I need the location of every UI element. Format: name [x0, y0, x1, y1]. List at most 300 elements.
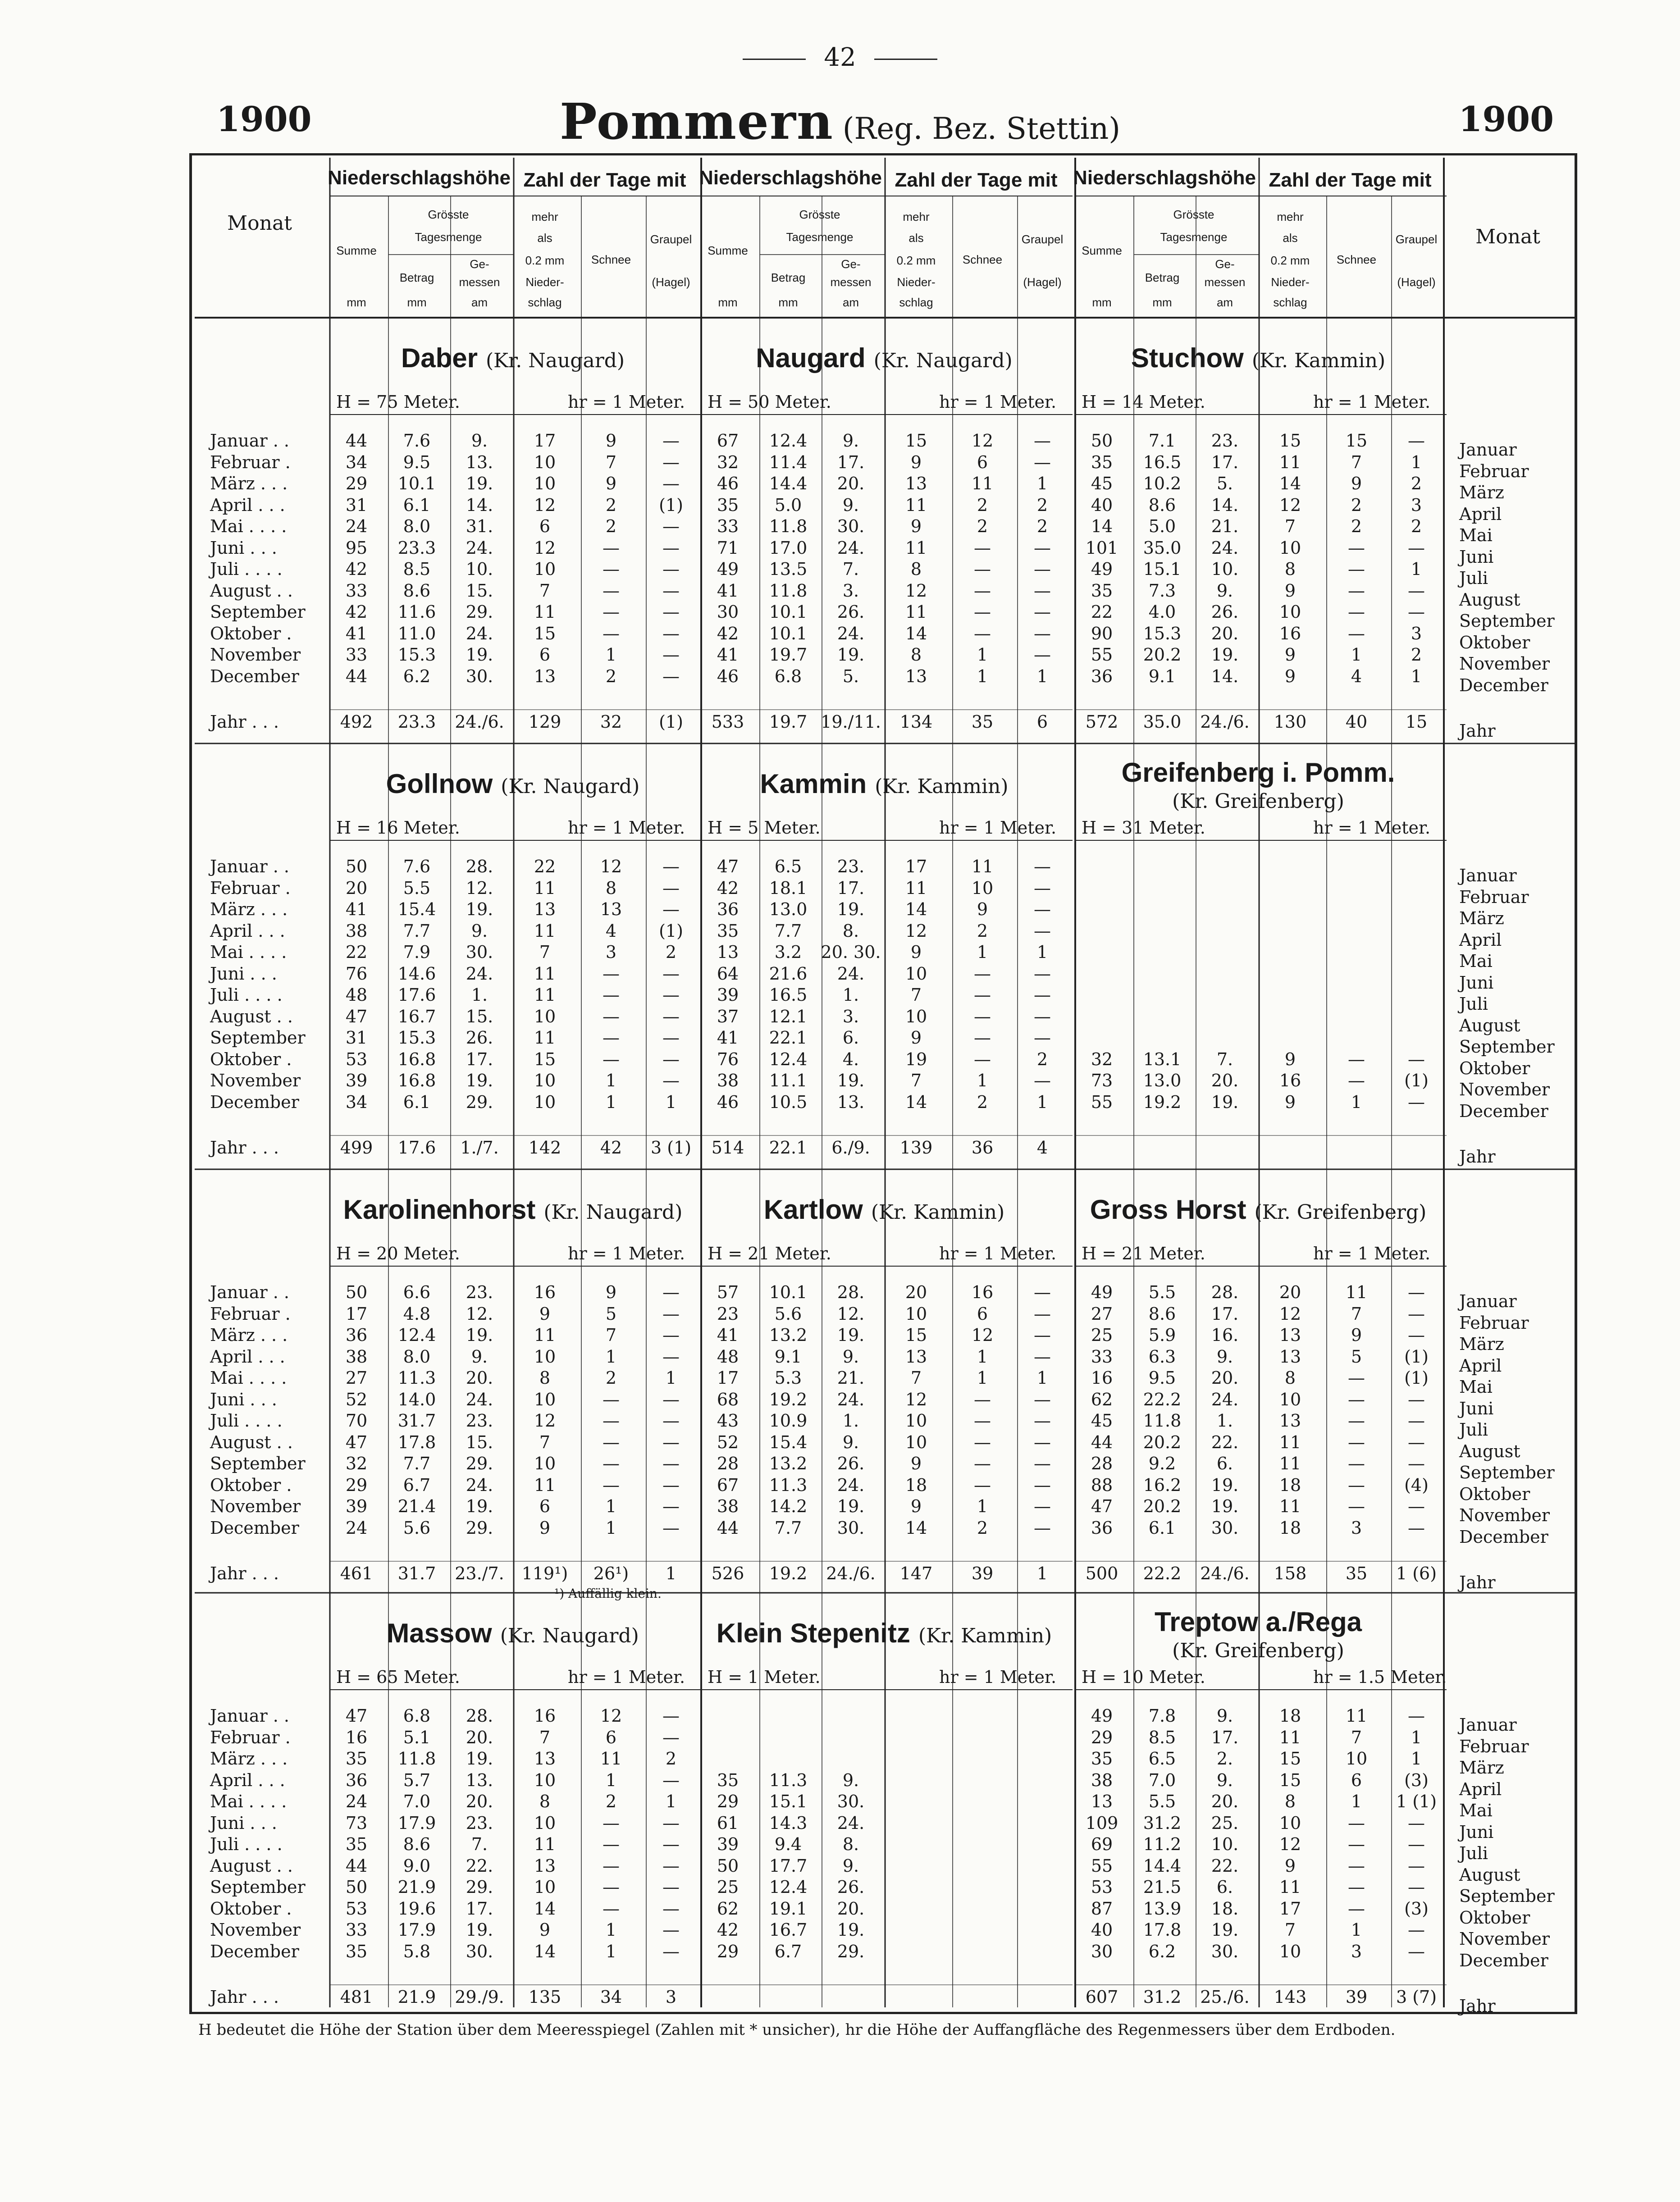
station-name-line [698, 1194, 1070, 1225]
data-cell: (1) [659, 495, 683, 515]
data-cell: 16 [971, 1282, 994, 1302]
data-cell: — [603, 1411, 620, 1431]
station-kreis: (Kr. Naugard) [543, 1201, 683, 1224]
data-cell: 11.3 [769, 1475, 808, 1495]
data-cell: — [662, 1496, 680, 1516]
data-cell: — [1408, 1282, 1425, 1302]
data-cell: 10. [1211, 559, 1239, 579]
jahr-cell: 31.7 [397, 1564, 436, 1583]
month-label-left: August . . [210, 1432, 293, 1452]
data-cell: 6 [605, 1727, 617, 1747]
data-cell: — [1408, 1304, 1425, 1324]
data-cell: 13.1 [1143, 1049, 1182, 1069]
data-cell: — [1034, 1346, 1051, 1367]
data-cell: 2 [977, 921, 988, 941]
data-cell: 11.8 [769, 516, 808, 536]
data-cell: 55 [1091, 645, 1113, 665]
data-cell: 49 [1091, 559, 1113, 579]
jahr-cell: 1 [1036, 1564, 1048, 1583]
station-height: H = 75 Meter. [336, 392, 460, 412]
jahr-cell: 42 [600, 1138, 622, 1158]
data-cell: 12 [534, 1411, 556, 1431]
data-cell: 24. [837, 1389, 865, 1409]
data-cell: 3.2 [774, 942, 802, 962]
data-cell: — [974, 623, 991, 643]
data-cell: 109 [1085, 1813, 1118, 1833]
data-cell: — [662, 1432, 680, 1452]
jahr-cell: 36 [971, 1138, 994, 1158]
data-cell: 2 [605, 1368, 617, 1388]
schnee-header: Schnee [1336, 253, 1377, 266]
data-cell: 9.0 [403, 1856, 431, 1876]
data-cell: 19. [1211, 1920, 1239, 1940]
month-label-right: November [1459, 654, 1550, 674]
data-cell: 2. [1216, 1749, 1233, 1769]
data-cell: 11 [1279, 1496, 1301, 1516]
jahr-label-right: Jahr [1459, 1147, 1496, 1167]
data-cell: 18 [1279, 1518, 1301, 1538]
data-cell: 28. [466, 1706, 493, 1726]
station-name-line [327, 1618, 698, 1649]
data-cell: — [1408, 1834, 1425, 1854]
data-cell: 12 [600, 1706, 622, 1726]
data-cell: 16.5 [1143, 452, 1182, 472]
data-cell: 26. [1211, 602, 1239, 622]
data-cell: 29 [345, 1475, 368, 1495]
data-cell: 6.3 [1148, 1346, 1176, 1367]
data-cell: — [1408, 538, 1425, 558]
data-cell: 36 [1091, 1518, 1113, 1538]
data-cell: 26. [837, 602, 865, 622]
month-label-right: Juli [1459, 568, 1488, 588]
data-cell: 22. [1211, 1432, 1239, 1452]
data-cell: 19. [837, 645, 865, 665]
data-cell: 6 [539, 516, 551, 536]
month-label-left: Februar . [210, 1727, 291, 1747]
data-cell: 8.6 [403, 580, 431, 601]
data-cell: 11.8 [769, 580, 808, 601]
station-name: Kartlow [763, 1194, 863, 1225]
data-cell: 16.2 [1143, 1475, 1182, 1495]
month-label-right: August [1459, 1441, 1520, 1461]
month-label-right: April [1459, 930, 1502, 950]
data-cell: 62 [1091, 1389, 1113, 1409]
data-cell: 3 [605, 942, 617, 962]
data-cell: 47 [345, 1706, 368, 1726]
data-cell: 2 [1411, 645, 1422, 665]
data-cell: 12 [534, 495, 556, 515]
data-cell: 6.8 [403, 1706, 431, 1726]
jahr-cell: 35 [971, 712, 994, 732]
data-cell: 14.3 [769, 1813, 808, 1833]
hagel-header: (Hagel) [652, 275, 690, 289]
data-cell: 1 [977, 666, 988, 686]
data-cell: — [662, 963, 680, 984]
data-cell: 19. [466, 474, 493, 493]
data-cell: 13. [466, 452, 493, 472]
data-cell: — [662, 857, 680, 876]
data-cell: 4. [842, 1049, 859, 1069]
data-cell: 8.6 [403, 1834, 431, 1854]
data-cell: 15.4 [769, 1432, 808, 1452]
data-cell: 11 [905, 602, 927, 622]
data-cell: (1) [1404, 1346, 1429, 1367]
jahr-cell: 24./6. [1200, 712, 1250, 732]
data-cell: 5.5 [1148, 1792, 1176, 1811]
station-name-line [1073, 1606, 1444, 1637]
data-cell: 10 [534, 1389, 556, 1409]
schnee-header: Schnee [962, 253, 1003, 266]
month-label-left: November [210, 1071, 301, 1090]
data-cell: 2 [1036, 495, 1048, 515]
data-cell: 1 [605, 1920, 617, 1940]
data-cell: 38 [717, 1496, 739, 1516]
data-cell: 15.1 [1143, 559, 1182, 579]
data-cell: 1. [1216, 1411, 1233, 1431]
data-cell: 41 [717, 580, 739, 601]
station-name: Klein Stepenitz [716, 1618, 910, 1648]
data-cell: 2 [665, 1749, 677, 1769]
niederschlagshoehe-header: Niederschlagshöhe [699, 167, 882, 189]
groesste-header: Grösste [1173, 208, 1214, 221]
data-cell: 13 [534, 666, 556, 686]
data-cell: — [1348, 538, 1365, 558]
data-cell: 12 [971, 431, 994, 451]
data-cell: 13 [905, 474, 927, 493]
data-cell: — [974, 1411, 991, 1431]
data-cell: 1 [977, 1368, 988, 1388]
data-cell: 6 [977, 452, 988, 472]
data-cell: 32 [1091, 1049, 1113, 1069]
station-kreis-line: (Kr. Greifenberg) [1172, 790, 1344, 813]
data-cell: 10. [1211, 1834, 1239, 1854]
data-cell: 21. [837, 1368, 865, 1388]
data-cell: — [1348, 1454, 1365, 1473]
data-cell: 14 [905, 1518, 927, 1538]
data-cell: 13 [905, 666, 927, 686]
data-cell: 15 [1279, 431, 1301, 451]
data-cell: 24. [1211, 538, 1239, 558]
data-cell: 1 [665, 1792, 677, 1811]
data-cell: 29. [837, 1941, 865, 1961]
month-label-left: März . . . [210, 899, 288, 919]
data-cell: 7 [1284, 1920, 1296, 1940]
data-cell: 9. [842, 1346, 859, 1367]
betrag-unit: mm [778, 296, 798, 309]
data-cell: 19. [837, 1496, 865, 1516]
jahr-cell: 492 [340, 712, 373, 732]
data-cell: — [1034, 1475, 1051, 1495]
data-cell: (1) [659, 921, 683, 941]
month-label-right: December [1459, 1950, 1548, 1970]
data-cell: 24. [466, 538, 493, 558]
data-cell: 7 [1351, 452, 1362, 472]
data-cell: — [1408, 1432, 1425, 1452]
data-cell: 13 [905, 1346, 927, 1367]
data-cell: 11.4 [769, 452, 808, 472]
station-name-line [327, 342, 698, 374]
data-cell: 1 [977, 1346, 988, 1367]
gauge-height: hr = 1 Meter. [1313, 392, 1431, 412]
data-cell: — [1348, 1389, 1365, 1409]
data-cell: 1 [977, 942, 988, 962]
station-name: Gross Horst [1090, 1194, 1246, 1225]
jahr-cell: 22.1 [769, 1138, 808, 1158]
month-label-left: December [210, 666, 299, 686]
data-cell: 29. [466, 1877, 493, 1897]
data-cell: — [1034, 857, 1051, 876]
month-label-left: Juni . . . [210, 1813, 277, 1833]
data-cell: — [974, 1432, 991, 1452]
data-cell: 1 [977, 1496, 988, 1516]
data-cell: 8.0 [403, 1346, 431, 1367]
summe-header: Summe [336, 244, 377, 257]
data-cell: 50 [717, 1856, 739, 1876]
data-cell: — [603, 1028, 620, 1048]
data-cell: 5. [842, 666, 859, 686]
data-cell: 11.1 [769, 1071, 808, 1090]
data-cell: 13.2 [769, 1325, 808, 1345]
data-cell: 30. [837, 1518, 865, 1538]
month-label-right: Januar [1459, 440, 1517, 460]
data-cell: 2 [1351, 516, 1362, 536]
data-cell: 14. [1211, 666, 1239, 686]
data-cell: 87 [1091, 1898, 1113, 1919]
data-cell: 9 [605, 474, 617, 493]
data-cell: 9 [1284, 1049, 1296, 1069]
data-cell: 45 [1091, 1411, 1113, 1431]
page-number-text: 42 [824, 43, 856, 72]
data-cell: 41 [345, 899, 368, 919]
data-cell: 14.4 [769, 474, 808, 493]
data-cell: (1) [1404, 1368, 1429, 1388]
jahr-label-right: Jahr [1459, 721, 1496, 741]
data-cell: 14 [905, 899, 927, 919]
month-label-left: Februar . [210, 878, 291, 898]
month-label-left: April . . . [210, 495, 285, 515]
data-cell: 11 [971, 474, 994, 493]
jahr-cell: 500 [1085, 1564, 1118, 1583]
data-cell: 23.3 [397, 538, 436, 558]
data-cell: — [1408, 1706, 1425, 1726]
month-label-right: August [1459, 1865, 1520, 1885]
data-cell: 44 [345, 666, 368, 686]
month-label-left: März . . . [210, 1325, 288, 1345]
data-cell: — [603, 985, 620, 1005]
data-cell: 9 [977, 899, 988, 919]
data-cell: 23. [837, 857, 865, 876]
data-cell: — [1348, 580, 1365, 601]
month-label-left: August . . [210, 1856, 293, 1876]
data-cell: — [603, 1475, 620, 1495]
data-cell: — [1034, 1028, 1051, 1048]
data-cell: — [662, 878, 680, 898]
data-cell: 13 [717, 942, 739, 962]
data-cell: — [662, 666, 680, 686]
data-cell: — [974, 1389, 991, 1409]
jahr-cell: 35.0 [1143, 712, 1182, 732]
data-cell: 35 [1091, 580, 1113, 601]
station-name: Kammin [760, 769, 867, 799]
data-cell: 6 [539, 645, 551, 665]
data-cell: — [1348, 1834, 1365, 1854]
data-cell: — [1348, 1071, 1365, 1090]
data-cell: 52 [717, 1432, 739, 1452]
data-cell: — [662, 1834, 680, 1854]
data-cell: — [1348, 1856, 1365, 1876]
jahr-cell: 4 [1036, 1138, 1048, 1158]
data-cell: 41 [717, 1028, 739, 1048]
station-kreis: (Kr. Kammin) [875, 775, 1009, 798]
data-cell: — [662, 1856, 680, 1876]
data-cell: 13. [466, 1770, 493, 1790]
data-cell: 14 [1279, 474, 1301, 493]
data-cell: 9.4 [774, 1834, 802, 1854]
station-kreis: (Kr. Naugard) [873, 349, 1013, 372]
data-cell: 8.6 [1148, 495, 1176, 515]
data-cell: 15.3 [1143, 623, 1182, 643]
data-cell: — [1034, 623, 1051, 643]
data-cell: 24 [345, 1792, 368, 1811]
data-cell: 9 [605, 431, 617, 451]
jahr-cell: 1 (6) [1396, 1564, 1437, 1583]
data-cell: 29. [466, 1518, 493, 1538]
month-label-left: December [210, 1941, 299, 1961]
data-cell: — [662, 1706, 680, 1726]
data-cell: 7 [910, 1071, 922, 1090]
data-cell: 2 [605, 666, 617, 686]
data-cell: 24. [466, 1389, 493, 1409]
jahr-cell: 21.9 [397, 1987, 436, 2007]
station-name-line [1073, 1194, 1444, 1225]
data-cell: 49 [1091, 1282, 1113, 1302]
month-label-left: Juli . . . . [210, 1834, 283, 1854]
data-cell: — [662, 645, 680, 665]
data-cell: — [974, 1028, 991, 1048]
jahr-cell: 607 [1085, 1987, 1118, 2007]
data-cell: 6 [1351, 1770, 1362, 1790]
data-cell: 9.5 [403, 452, 431, 472]
tagesmenge-header: Tagesmenge [415, 230, 482, 244]
data-cell: 10 [905, 1432, 927, 1452]
jahr-cell: 23./7. [455, 1564, 504, 1583]
station-height: H = 65 Meter. [336, 1667, 460, 1687]
data-cell: — [1034, 431, 1051, 451]
station-height: H = 31 Meter. [1082, 818, 1205, 838]
jahr-cell: 129 [528, 712, 562, 732]
station-name: Stuchow [1131, 343, 1244, 373]
data-cell: 10 [534, 1454, 556, 1473]
data-cell: 1 [605, 1941, 617, 1961]
data-cell: 73 [345, 1813, 368, 1833]
data-cell: 19. [837, 1325, 865, 1345]
month-label-right: August [1459, 589, 1520, 610]
month-label-right: September [1459, 1463, 1555, 1482]
data-cell: 47 [345, 1006, 368, 1026]
zahl-der-tage-header: Zahl der Tage mit [895, 169, 1058, 191]
data-cell: 7 [1284, 516, 1296, 536]
data-cell: 11.8 [1143, 1411, 1182, 1431]
data-cell: — [974, 580, 991, 601]
data-cell: 30. [837, 1792, 865, 1811]
data-cell: 1 [1351, 1092, 1362, 1112]
data-cell: 25. [1211, 1813, 1239, 1833]
data-cell: 6.2 [403, 666, 431, 686]
data-cell: 2 [977, 495, 988, 515]
data-cell: 8 [1284, 1792, 1296, 1811]
data-cell: 10 [1279, 1813, 1301, 1833]
data-cell: — [1034, 1071, 1051, 1090]
data-cell: 17.6 [397, 985, 436, 1005]
month-label-right: Oktober [1459, 632, 1530, 652]
jahr-cell: 135 [528, 1987, 562, 2007]
data-cell: 12 [905, 1389, 927, 1409]
data-cell: 2 [1036, 1049, 1048, 1069]
data-cell: — [974, 963, 991, 984]
data-cell: (3) [1404, 1770, 1429, 1790]
data-cell: 9. [842, 1770, 859, 1790]
data-cell: 49 [717, 559, 739, 579]
data-cell: 7.7 [403, 921, 431, 941]
data-cell: 8 [539, 1368, 551, 1388]
data-cell: 55 [1091, 1092, 1113, 1112]
station-height: H = 21 Meter. [708, 1244, 831, 1263]
data-cell: 12. [466, 878, 493, 898]
data-cell: 41 [717, 1325, 739, 1345]
data-cell: 15.3 [397, 645, 436, 665]
data-cell: 15 [1279, 1749, 1301, 1769]
data-cell: 7.1 [1148, 431, 1176, 451]
data-cell: 10 [1279, 602, 1301, 622]
data-cell: 7 [539, 1432, 551, 1452]
data-cell: 39 [717, 985, 739, 1005]
data-cell: 7.0 [1148, 1770, 1176, 1790]
month-label-left: Mai . . . . [210, 516, 287, 536]
data-cell: 30 [1091, 1941, 1113, 1961]
gemessen-header-2: messen [459, 275, 500, 289]
data-cell: 31.7 [397, 1411, 436, 1431]
data-cell: 10 [534, 1071, 556, 1090]
data-cell: 17. [1211, 1727, 1239, 1747]
data-cell: — [1408, 1856, 1425, 1876]
data-cell: — [1034, 1454, 1051, 1473]
data-cell: 76 [345, 963, 368, 984]
data-cell: 44 [345, 1856, 368, 1876]
month-label-left: September [210, 1877, 306, 1897]
data-cell: 20 [345, 878, 368, 898]
data-cell: 19. [466, 645, 493, 665]
month-label-right: April [1459, 1355, 1502, 1376]
data-cell: 19. [1211, 1092, 1239, 1112]
data-cell: 7.0 [403, 1792, 431, 1811]
data-cell: 17 [345, 1304, 368, 1324]
data-cell: — [1034, 452, 1051, 472]
data-cell: — [603, 559, 620, 579]
data-cell: 12 [1279, 495, 1301, 515]
data-cell: 5.6 [403, 1518, 431, 1538]
data-cell: 47 [1091, 1496, 1113, 1516]
data-cell: 31 [345, 1028, 368, 1048]
data-cell: — [1034, 921, 1051, 941]
mehr-header: mehr [1277, 210, 1304, 223]
data-cell: 9 [1284, 645, 1296, 665]
data-cell: 3 [1411, 495, 1422, 515]
data-cell: 7 [910, 985, 922, 1005]
month-label-left: März . . . [210, 474, 288, 493]
data-cell: 20. [1211, 1368, 1239, 1388]
summe-unit: mm [1092, 296, 1112, 309]
data-cell: — [1348, 1368, 1365, 1388]
